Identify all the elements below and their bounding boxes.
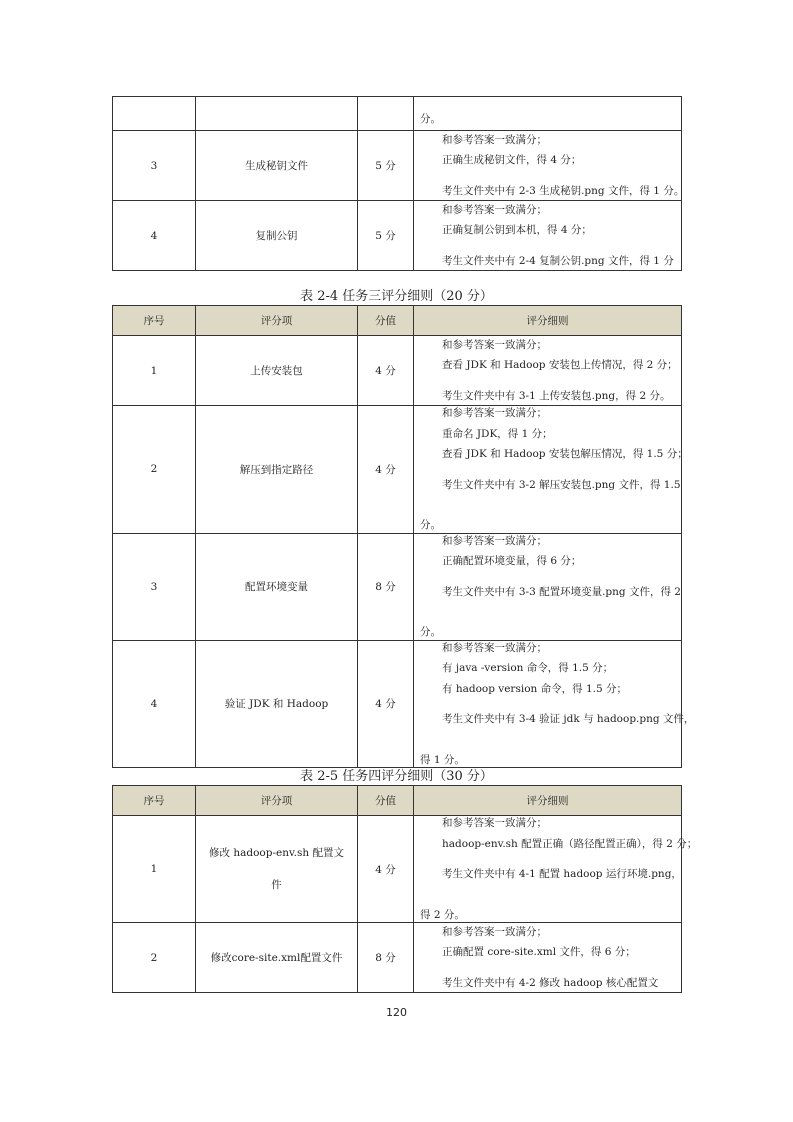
score-details — [414, 336, 682, 406]
detail-line: 查看 JDK 和 Hadoop 安装包上传情况，得 2 分； — [442, 359, 678, 372]
detail-line: 正确配置 core-site.xml 文件，得 6 分； — [442, 946, 636, 959]
score-item: 生成秘钥文件 — [196, 131, 358, 201]
detail-line: 分。 — [420, 519, 441, 531]
score-item — [196, 97, 358, 131]
table-row — [113, 816, 682, 923]
detail-line: 和参考答案一致满分； — [442, 133, 547, 146]
detail-line: 分。 — [420, 626, 441, 638]
score-item: 配置环境变量 — [196, 533, 358, 640]
score-details — [414, 923, 682, 993]
detail-line: 和参考答案一致满分； — [442, 641, 547, 654]
score-item: 复制公钥 — [196, 201, 358, 271]
table-header-row — [113, 786, 682, 816]
score-details — [414, 406, 688, 534]
detail-line: 考生文件夹中有 2-4 复制公钥.png 文件，得 1 分 — [442, 254, 674, 267]
detail-line: 得 1 分。 — [420, 753, 465, 766]
score-details — [414, 640, 695, 768]
header-item: 评分项 — [196, 786, 358, 816]
detail-line: 和参考答案一致满分； — [442, 817, 547, 829]
row-number: 4 — [113, 640, 196, 768]
detail-line: 和参考答案一致满分； — [442, 203, 547, 216]
header-score: 分值 — [358, 786, 414, 816]
row-number: 3 — [113, 131, 196, 201]
score-item: 解压到指定路径 — [196, 406, 358, 534]
score-details — [414, 97, 682, 131]
detail-line: 和参考答案一致满分； — [442, 534, 547, 547]
score-item — [196, 816, 358, 923]
table-caption: 表 2-4 任务三评分细则（20 分） — [300, 289, 493, 304]
table-caption: 表 2-5 任务四评分细则（30 分） — [300, 769, 493, 784]
row-number: 2 — [113, 923, 196, 993]
score-details — [414, 816, 698, 923]
score-value: 5 分 — [358, 201, 414, 271]
table-row — [113, 131, 682, 201]
detail-line: 正确配置环境变量，得 6 分； — [442, 555, 582, 567]
header-number: 序号 — [113, 306, 196, 336]
score-details — [414, 131, 685, 201]
page-number: 120 — [386, 1006, 407, 1019]
table-task-two-continued — [112, 96, 685, 271]
detail-line: 和参考答案一致满分； — [442, 925, 547, 938]
detail-line: 考生文件夹中有 3-3 配置环境变量.png 文件，得 2 — [442, 585, 681, 598]
score-value: 4 分 — [358, 406, 414, 534]
detail-line: 得 2 分。 — [420, 908, 465, 921]
header-number: 序号 — [113, 786, 196, 816]
detail-line: 考生文件夹中有 4-1 配置 hadoop 运行环境.png， — [442, 868, 682, 880]
score-item: 修改core-site.xml配置文件 — [196, 923, 358, 993]
header-details: 评分细则 — [414, 306, 682, 336]
row-number — [113, 97, 196, 131]
header-details: 评分细则 — [414, 786, 682, 816]
detail-line: 考生文件夹中有 2-3 生成秘钥.png 文件，得 1 分。 — [442, 184, 685, 197]
row-number: 2 — [113, 406, 196, 534]
score-value: 4 分 — [358, 640, 414, 768]
score-value: 8 分 — [358, 533, 414, 640]
row-number: 4 — [113, 201, 196, 271]
detail-line: 考生文件夹中有 3-1 上传安装包.png，得 2 分。 — [442, 389, 671, 402]
score-item: 上传安装包 — [196, 336, 358, 406]
detail-line: 考生文件夹中有 3-4 验证 jdk 与 hadoop.png 文件， — [442, 713, 695, 725]
score-item: 验证 JDK 和 Hadoop — [196, 640, 358, 768]
detail-line: 正确生成秘钥文件，得 4 分； — [442, 154, 582, 167]
table-row — [113, 201, 682, 271]
detail-line: hadoop-env.sh 配置正确（路径配置正确），得 2 分； — [442, 837, 698, 850]
detail-line: 有 java -version 命令，得 1.5 分； — [442, 662, 614, 674]
header-item: 评分项 — [196, 306, 358, 336]
table-row — [113, 533, 682, 640]
row-number: 1 — [113, 816, 196, 923]
header-score: 分值 — [358, 306, 414, 336]
score-value: 5 分 — [358, 131, 414, 201]
detail-line: 和参考答案一致满分； — [442, 407, 547, 419]
detail-line: 正确复制公钥到本机，得 4 分； — [442, 224, 592, 237]
detail-line: 查看 JDK 和 Hadoop 安装包解压情况，得 1.5 分； — [442, 448, 688, 460]
table-row — [113, 406, 682, 534]
detail-line: 考生文件夹中有 4-2 修改 hadoop 核心配置文 — [442, 976, 659, 989]
detail-line: 重命名 JDK，得 1 分； — [442, 427, 553, 440]
score-value: 8 分 — [358, 923, 414, 993]
score-item-line: 修改 hadoop-env.sh 配置文 — [209, 847, 344, 859]
table-task-three — [112, 305, 695, 768]
table-row — [113, 923, 682, 993]
score-value: 4 分 — [358, 816, 414, 923]
table-row — [113, 640, 682, 768]
score-value — [358, 97, 414, 131]
score-details — [414, 201, 682, 271]
table-row — [113, 336, 682, 406]
detail-line: 和参考答案一致满分； — [442, 338, 547, 351]
score-item-line: 件 — [271, 879, 282, 891]
detail-line: 分。 — [420, 112, 441, 125]
row-number: 1 — [113, 336, 196, 406]
table-task-four — [112, 785, 698, 993]
table-header-row — [113, 306, 682, 336]
detail-line: 考生文件夹中有 3-2 解压安装包.png 文件，得 1.5 — [442, 478, 681, 491]
table-row — [113, 97, 682, 131]
detail-line: 有 hadoop version 命令，得 1.5 分； — [442, 682, 627, 695]
score-value: 4 分 — [358, 336, 414, 406]
row-number: 3 — [113, 533, 196, 640]
score-details — [414, 533, 682, 640]
